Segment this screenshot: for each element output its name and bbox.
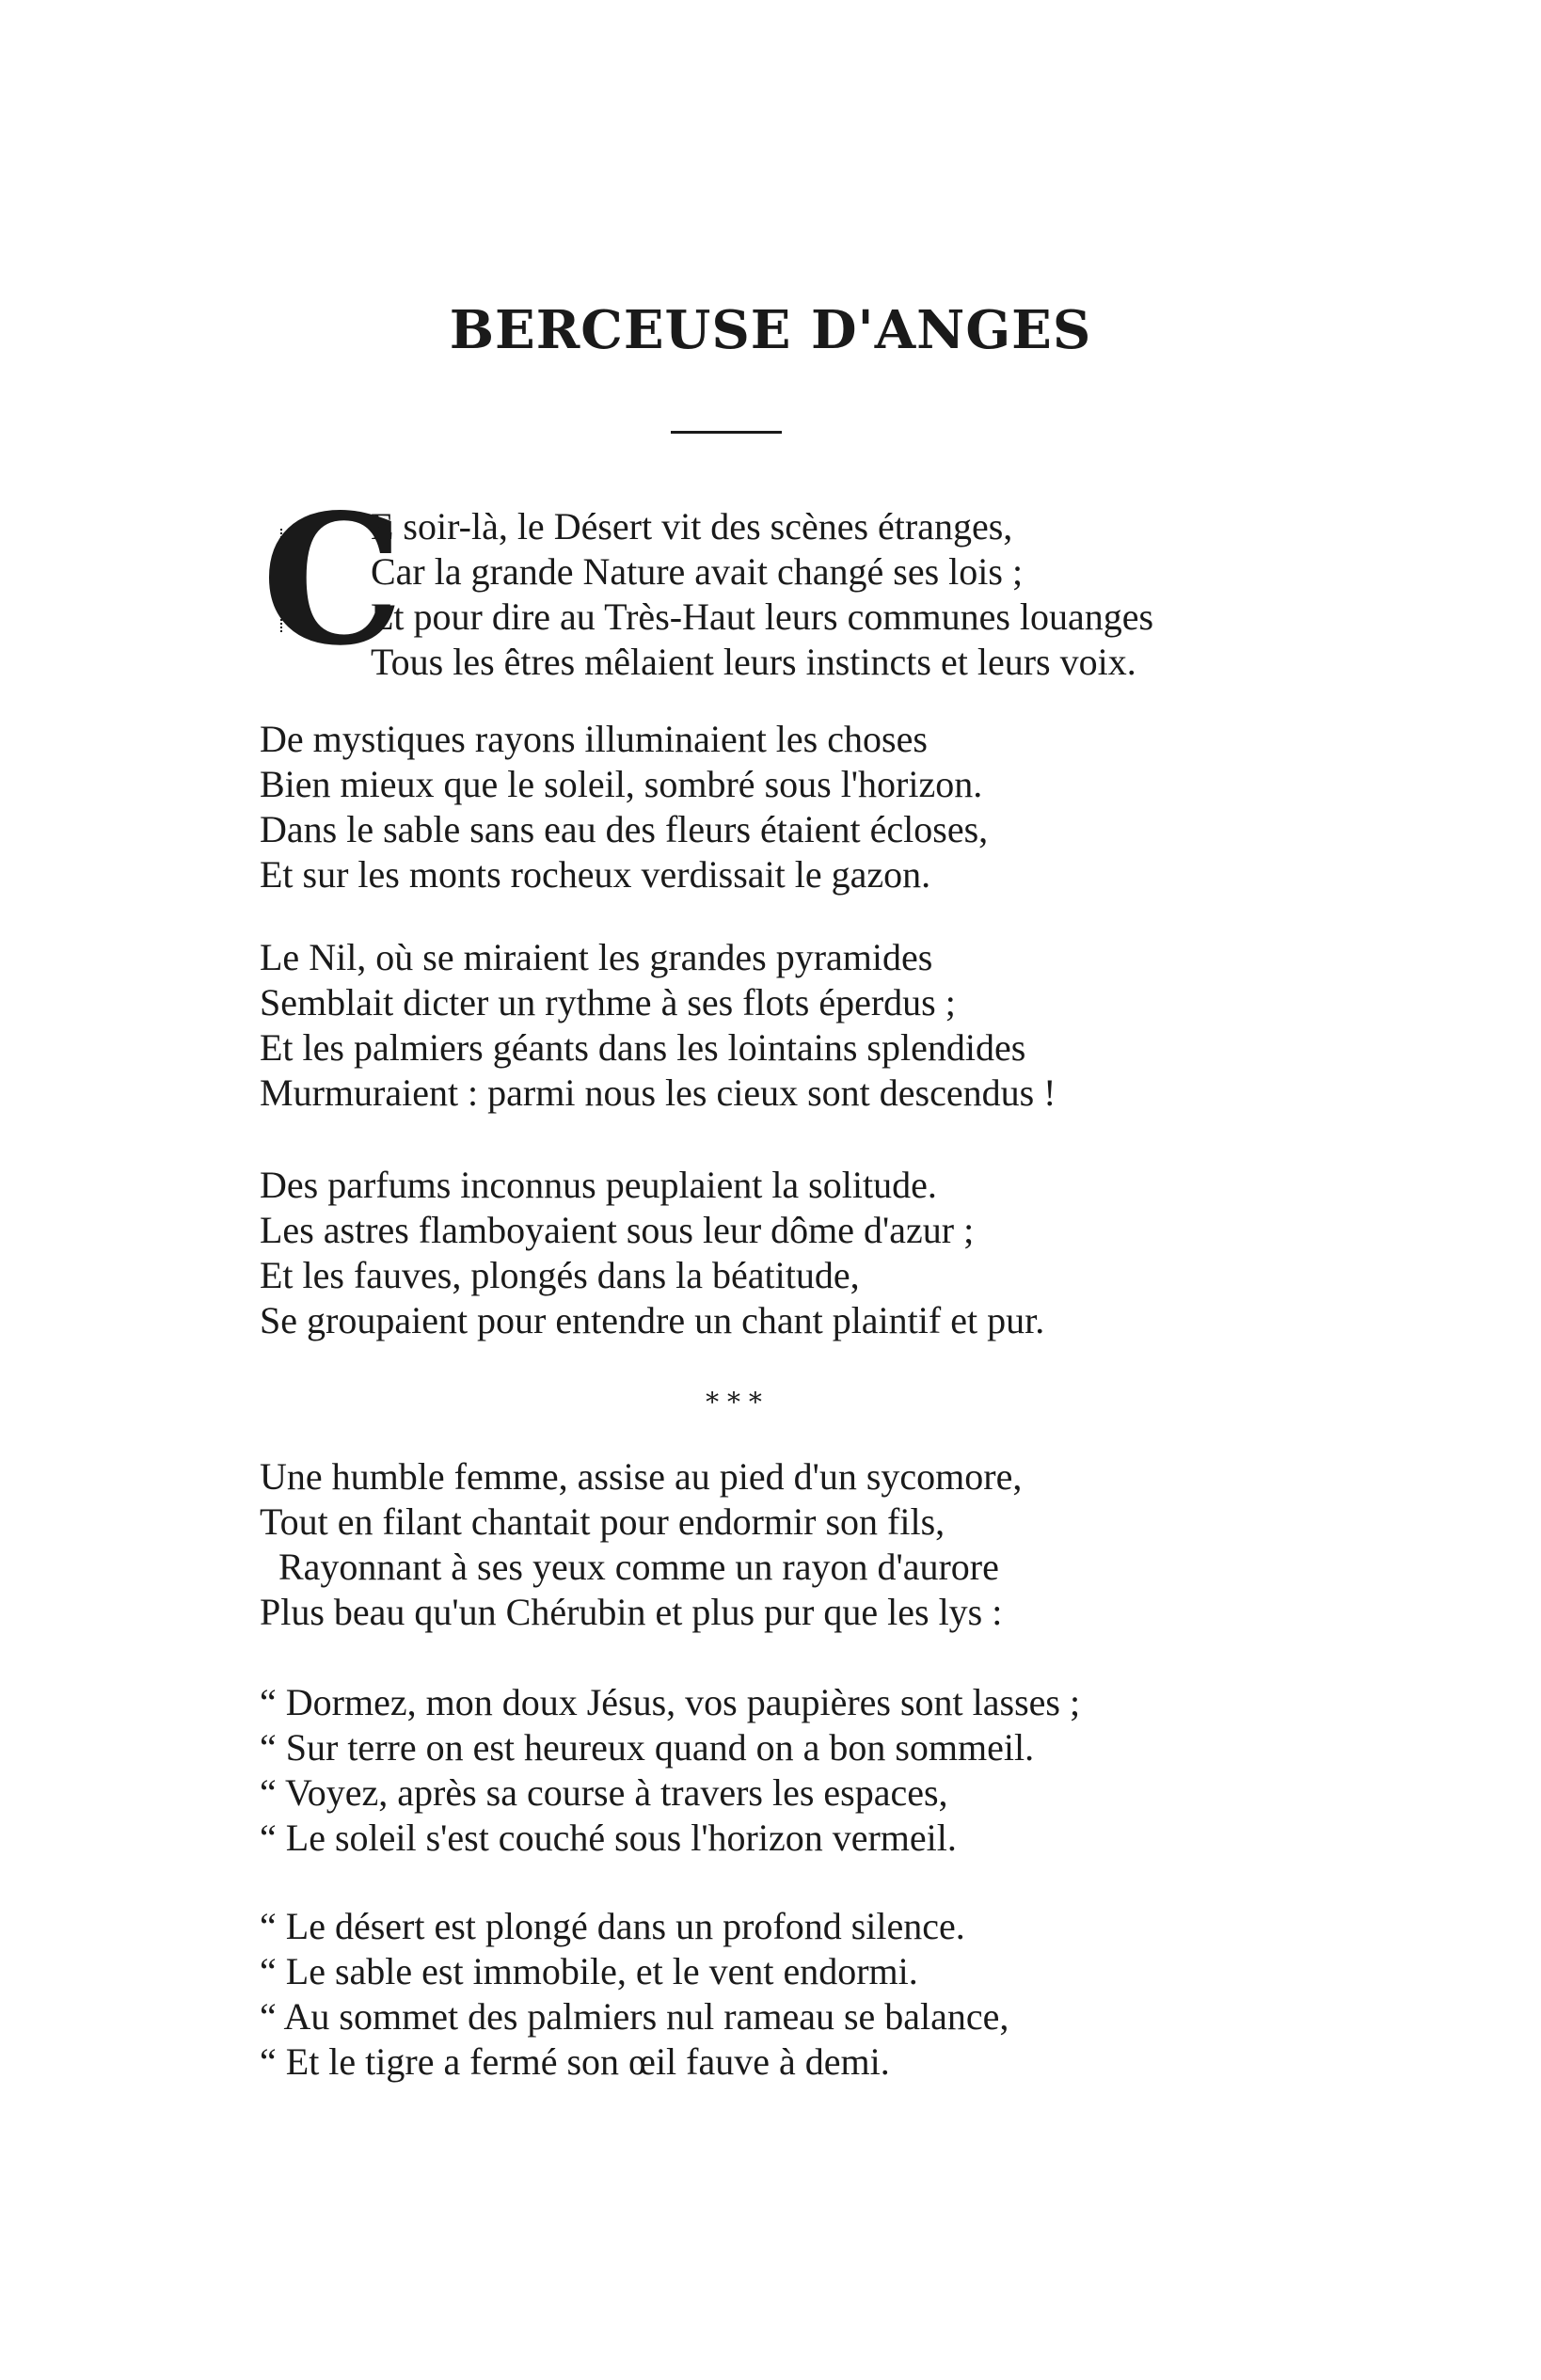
verse-line: Tout en filant chantait pour endormir son fils, <box>260 1500 945 1543</box>
stanza-7 <box>260 1904 1009 2085</box>
stanza-4 <box>260 1163 1044 1343</box>
verse-line: Se groupaient pour entendre un chant plaintif et pur. <box>260 1299 1045 1341</box>
stanza-5 <box>260 1454 1022 1635</box>
verse-line: Et les palmiers géants dans les lointains splendides <box>260 1026 1026 1069</box>
verse-line: Et les fauves, plongés dans la béatitude, <box>260 1254 860 1296</box>
verse-line: Murmuraient : parmi nous les cieux sont descendus ! <box>260 1071 1056 1114</box>
verse-line: Dans le sable sans eau des fleurs étaient écloses, <box>260 808 989 850</box>
verse-line: “ Et le tigre a fermé son œil fauve à demi. <box>260 2040 890 2083</box>
verse-line: E soir-là, le Désert vit des scènes étranges, <box>371 505 1013 547</box>
verse-line: Le Nil, où se miraient les grandes pyramides <box>260 936 933 978</box>
verse-line: Rayonnant à ses yeux comme un rayon d'aurore <box>278 1546 999 1588</box>
stanza-3 <box>260 935 1056 1116</box>
ornate-drop-cap: C <box>262 475 405 685</box>
verse-line: Des parfums inconnus peuplaient la solitude. <box>260 1164 937 1206</box>
verse-line: Et sur les monts rocheux verdissait le gazon. <box>260 853 931 896</box>
verse-line: Et pour dire au Très-Haut leurs communes louanges <box>371 595 1154 638</box>
stanza-2 <box>260 717 988 897</box>
verse-line: Plus beau qu'un Chérubin et plus pur que les lys : <box>260 1591 1003 1633</box>
section-separator: * * * <box>706 1387 762 1418</box>
verse-line: “ Le désert est plongé dans un profond silence. <box>260 1905 965 1947</box>
verse-line: “ Sur terre on est heureux quand on a bon sommeil. <box>260 1726 1035 1769</box>
stanza-6 <box>260 1680 1080 1861</box>
verse-line: “ Le soleil s'est couché sous l'horizon vermeil. <box>260 1817 957 1859</box>
poem-title: BERCEUSE D'ANGES <box>449 299 1092 361</box>
verse-line: Une humble femme, assise au pied d'un sycomore, <box>260 1455 1023 1498</box>
stanza-1 <box>260 504 1153 685</box>
verse-line: Les astres flamboyaient sous leur dôme d'azur ; <box>260 1209 975 1251</box>
verse-line: “ Voyez, après sa course à travers les espaces, <box>260 1771 948 1814</box>
verse-line: “ Dormez, mon doux Jésus, vos paupières sont lasses ; <box>260 1681 1081 1723</box>
verse-line: De mystiques rayons illuminaient les choses <box>260 718 928 760</box>
verse-line: “ Au sommet des palmiers nul rameau se balance, <box>260 1995 1009 2038</box>
verse-line: Bien mieux que le soleil, sombré sous l'horizon. <box>260 763 983 805</box>
verse-line: Semblait dicter un rythme à ses flots éperdus ; <box>260 981 956 1023</box>
verse-line: Car la grande Nature avait changé ses lois ; <box>371 550 1024 593</box>
verse-line: Tous les êtres mêlaient leurs instincts et leurs voix. <box>371 641 1136 683</box>
verse-line: “ Le sable est immobile, et le vent endormi. <box>260 1950 918 1992</box>
title-rule <box>671 431 782 434</box>
